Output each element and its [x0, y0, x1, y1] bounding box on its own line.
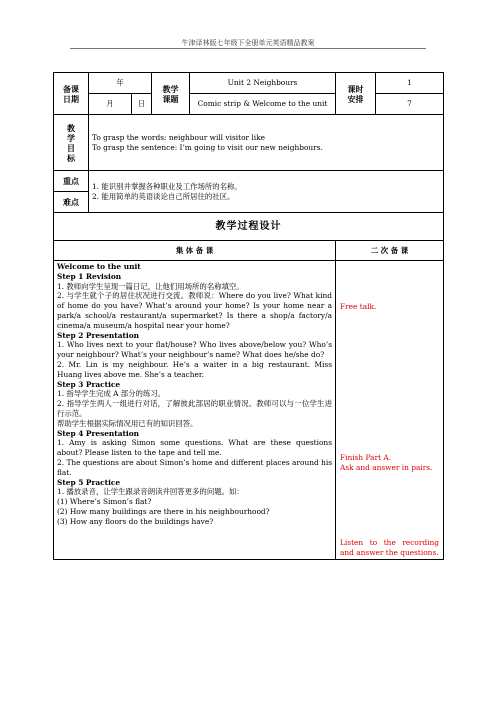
lesson-title: Comic strip & Welcome to the unit: [190, 94, 336, 115]
topic-label: 教学 课题: [152, 73, 190, 115]
column-header-collective: 集 体 备 课: [54, 241, 336, 261]
collective-prep-content: [54, 261, 336, 560]
step-heading: Step 5 Practice: [57, 477, 121, 487]
step-text: 1. 指导学生完成 A 部分的练习。: [57, 389, 166, 399]
key-points-content: [89, 171, 444, 213]
page-header: 牛津译林版七年级下全册单元英语精品教案: [181, 39, 315, 47]
day-cell: 日: [132, 94, 152, 115]
period-value-2: 7: [376, 94, 444, 115]
key-point-1: 1. 能识别并掌握各种职业及工作场所的名称。: [92, 181, 242, 191]
key-point-2: 2. 能用简单的英语谈论自己所居住的社区。: [92, 191, 235, 201]
second-prep-content: [336, 261, 444, 560]
step-heading: Step 1 Revision: [57, 271, 122, 281]
step-text: 2. 指导学生两人一组进行对话，了解彼此部居的职业情况。教师可以与一位学生进行示范。: [57, 399, 332, 418]
year-cell: 年: [89, 73, 152, 94]
step-text: 2. Mr. Lin is my neighbour. He’s a waiter in a big restaurant. Miss Huang lives above me. She’s a teacher.: [57, 359, 332, 379]
step-heading: Step 3 Practice: [57, 379, 121, 389]
date-label: 备课 日期: [54, 73, 89, 115]
process-title: 教学过程设计: [54, 213, 444, 241]
step-heading: Step 2 Presentation: [57, 330, 140, 340]
objectives-label: 教 学 目 标: [54, 115, 89, 171]
key-points-label: 重点: [54, 171, 89, 192]
step-text: (1) Where’s Simon’s flat?: [57, 497, 152, 507]
step-text: (3) How any floors do the buildings have?: [57, 516, 214, 526]
step-text: (2) How many buildings are there in his neighbourhood?: [57, 506, 270, 516]
note-finish-part-a: Finish Part A.: [340, 452, 392, 462]
note-listen: Listen to the recording and answer the questions.: [340, 538, 439, 558]
lesson-plan-table: [53, 72, 444, 560]
difficulties-label: 难点: [54, 192, 89, 213]
step-heading: Step 4 Presentation: [57, 428, 140, 438]
objective-line-2: To grasp the sentence: I’m going to visit our new neighbours.: [92, 142, 323, 152]
step-text: 2. 与学生就个子的居住状况进行交流。教师说：Where do you live? What kind of home do you have? What’s around your home? Is your home near a park/a school/a restaurant/a supermarket? Is there a shop/a factory/a cinema/a museum/a hospital near your home?: [57, 291, 332, 330]
section-heading: Welcome to the unit: [57, 262, 141, 271]
period-value-1: 1: [376, 73, 444, 94]
objective-line-1: To grasp the words: neighbour will visitor like: [92, 132, 265, 142]
period-label: 课时 安排: [336, 73, 376, 115]
column-header-second: 二 次 备 课: [336, 241, 444, 261]
note-free-talk: Free talk.: [340, 302, 377, 311]
header-divider: [70, 48, 426, 49]
step-text: 1. Amy is asking Simon some questions. What are these questions about? Please listen to the tape and tell me.: [57, 438, 332, 458]
objectives-content: [89, 115, 444, 171]
step-text: 1. 教师向学生呈现一篇日记，让他们用场所的名称填空。: [57, 281, 244, 291]
unit-title: Unit 2 Neighbours: [190, 73, 336, 94]
step-text: 1. Who lives next to your flat/house? Who lives above/below you? Who’s your neighbour? What’s your neighbour’s name? What does he/she do?: [57, 340, 332, 360]
month-cell: 月: [89, 94, 132, 115]
step-text: 帮助学生根据实际情况用已有的知识回答。: [57, 418, 198, 428]
step-text: 2. The questions are about Simon’s home and different places around his flat.: [57, 457, 332, 477]
step-text: 1. 播放录音，让学生跟录音朗读并回答更多的问题。如：: [57, 487, 244, 497]
note-ask-answer: Ask and answer in pairs.: [340, 462, 433, 472]
